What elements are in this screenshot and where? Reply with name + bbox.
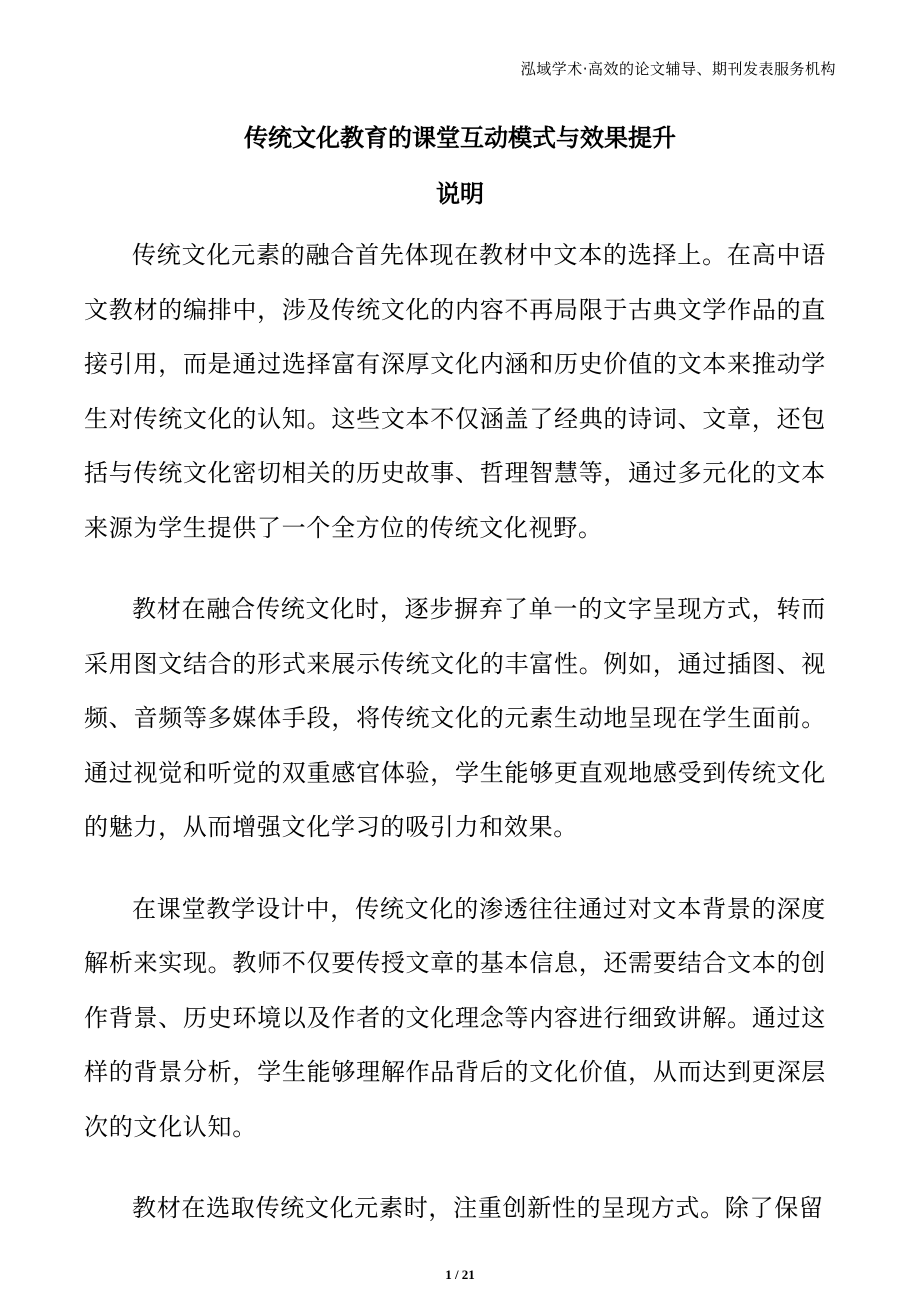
page-number: 1 / 21	[445, 1267, 475, 1282]
paragraph-1: 传统文化元素的融合首先体现在教材中文本的选择上。在高中语文教材的编排中，涉及传统文化的内容不再局限于古典文学作品的直接引用，而是通过选择富有深厚文化内涵和历史价值的文本来推动学生对传统文化的认知。这些文本不仅涵盖了经典的诗词、文章，还包括与传统文化密切相关的历史故事、哲理智慧等，通过多元化的文本来源为学生提供了一个全方位的传统文化视野。	[84, 241, 826, 542]
document-body	[84, 228, 826, 1263]
document-title: 传统文化教育的课堂互动模式与效果提升	[244, 124, 676, 152]
document-subtitle: 说明	[436, 180, 484, 208]
paragraph-4: 教材在选取传统文化元素时，注重创新性的呈现方式。除了保留	[132, 1194, 824, 1222]
paragraph-2: 教材在融合传统文化时，逐步摒弃了单一的文字呈现方式，转而采用图文结合的形式来展示传统文化的丰富性。例如，通过插图、视频、音频等多媒体手段，将传统文化的元素生动地呈现在学生面前。通过视觉和听觉的双重感官体验，学生能够更直观地感受到传统文化的魅力，从而增强文化学习的吸引力和效果。	[84, 595, 826, 841]
header-divider	[84, 86, 836, 87]
header-note: 泓域学术·高效的论文辅导、期刊发表服务机构	[520, 60, 836, 78]
paragraph-3: 在课堂教学设计中，传统文化的渗透往往通过对文本背景的深度解析来实现。教师不仅要传授文章的基本信息，还需要结合文本的创作背景、历史环境以及作者的文化理念等内容进行细致讲解。通过这样的背景分析，学生能够理解作品背后的文化价值，从而达到更深层次的文化认知。	[84, 894, 826, 1141]
